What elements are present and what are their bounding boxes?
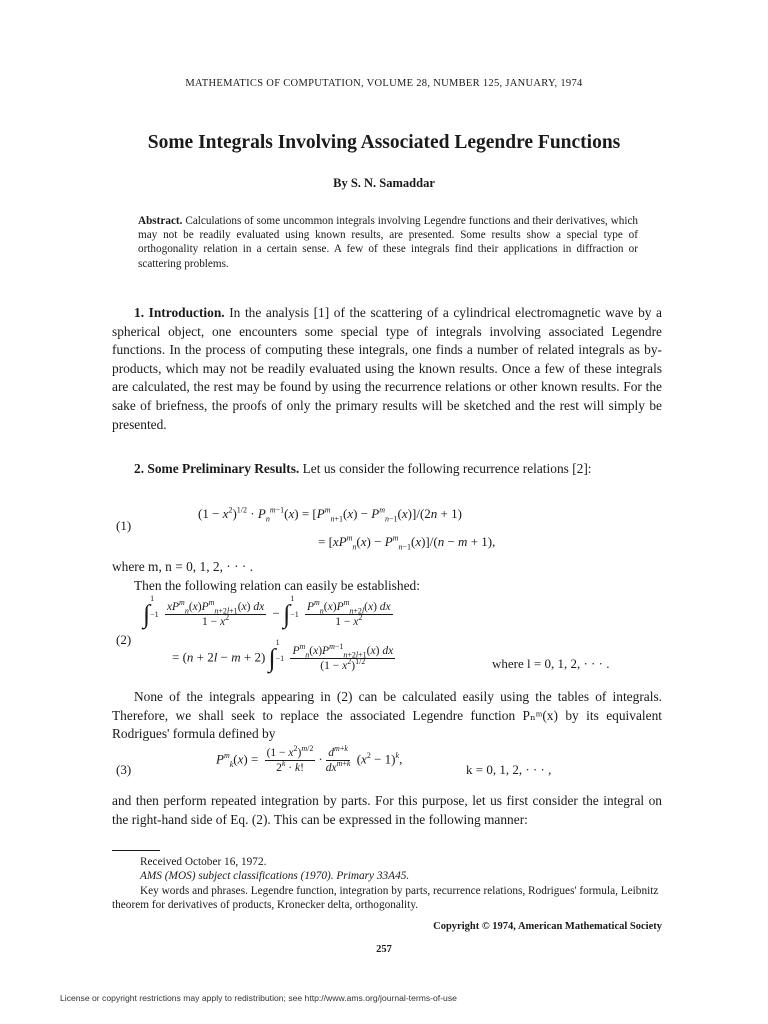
k-range: k = 0, 1, 2, · · · , [466,762,552,777]
introduction-section [112,304,662,434]
license-notice[interactable]: License or copyright restrictions may apply to redistribution; see http://www.ams.org/journal-terms-of-use [60,993,457,1003]
copyright: Copyright © 1974, American Mathematical Society [433,921,662,932]
then-text: Then the following relation can easily be established: [134,577,420,593]
equation-1-label: (1) [116,518,132,533]
after-text: and then perform repeated integration by parts. For this purpose, let us first consider the integral on the right-hand side of Eq. (2). This can be expressed in the following manner: [112,793,662,827]
equation-1-line-2: = $[xP^m_n(x) - P^m_{n-1}(x)]/(n - m + 1)$, [318,533,496,552]
where-mn-block [112,558,662,595]
prelim-heading: 2. Some Preliminary Results. [134,461,300,476]
none-text: None of the integrals appearing in (2) can be calculated easily using the tables of integrals. Therefore, we shall seek to replace the associated Legendre function Pₙᵐ(x) by its equivalent Rodrigues' formula defined by [112,689,662,742]
abstract [138,214,638,271]
after-paragraph [112,792,662,829]
footnotes [112,855,662,913]
abstract-text: Calculations of some uncommon integrals involving Legendre functions and their derivatives, which may not be readily evaluated using known results, are presented. Some results show a special type of orthogonality relation in a certain sense. A few of these integrals find their applications in diffraction or scattering problems. [138,215,639,270]
equation-3-label: (3) [116,762,132,777]
equation-2-line-2: = (n + 2l − m + 2) ∫1 −1 $\frac{P^m_n(x)P^{m-1}_{n+2l+1}(x) dx}{(1 - x^2)^{1/2}}$ [172,637,394,673]
intro-heading: 1. Introduction. [134,305,225,320]
paper-title: Some Integrals Involving Associated Legendre Functions [147,132,621,153]
equation-2-line-1: ∫1 −1 $\frac{xP^m_n(x)P^m_{n+2l+1}(x) dx}{1 - x^2}$ − ∫1 −1 $\frac{P^m_n(x)P^m_{n+2l}(x) dx}{1 - x^2}$ [143,593,391,629]
page-number: 257 [376,944,392,955]
equation-1-line-1: $(1 - x^2)^{1/2} \cdot P_n^{m-1}(x) = [P^m_{n+1}(x) - P^m_{n-1}(x)]/(2n + 1)$ [198,505,462,524]
equation-2-label: (2) [116,632,132,647]
received-date: Received October 16, 1972. [140,856,267,868]
journal-header: MATHEMATICS OF COMPUTATION, VOLUME 28, NUMBER 125, JANUARY, 1974 [185,78,583,89]
equation-3: $P^m_k(x)$ = $\frac{(1 - x^2)^{m/2}}{2^k \cdot k!}$ · $\frac{d^{m+k}}{dx^{m+k}}$ $(x^2 - 1)^k$, [216,744,403,774]
intro-text: In the analysis [1] of the scattering of a cylindrical electromagnetic wave by a spherical object, one encounters some special type of integrals involving associated Legendre functions. In the process of computing these integrals, one finds a number of related integrals as by-products, which may not be readily evaluated using the known results. Once a few of these integrals are calculated, the rest may be found by using the recurrence relations or other known results. For the sake of briefness, the proofs of only the primary results will be sketched and the rest will simply be presented. [112,305,662,432]
footnote-rule [112,850,160,851]
author-line: By S. N. Samaddar [333,176,435,190]
keywords: Key words and phrases. Legendre function, integration by parts, recurrence relations, Rodrigues' formula, Leibnitz theorem for derivatives of products, Kronecker delta, orthogonality. [112,884,659,912]
where-l: where l = 0, 1, 2, · · · . [492,656,610,671]
preliminary-section [112,460,662,479]
prelim-text: Let us consider the following recurrence relations [2]: [302,461,592,476]
none-paragraph [112,688,662,744]
abstract-label: Abstract. [138,215,183,227]
where-mn: where m, n = 0, 1, 2, · · · . [112,559,254,574]
ams-classification: AMS (MOS) subject classifications (1970). Primary 33A45. [140,870,410,883]
